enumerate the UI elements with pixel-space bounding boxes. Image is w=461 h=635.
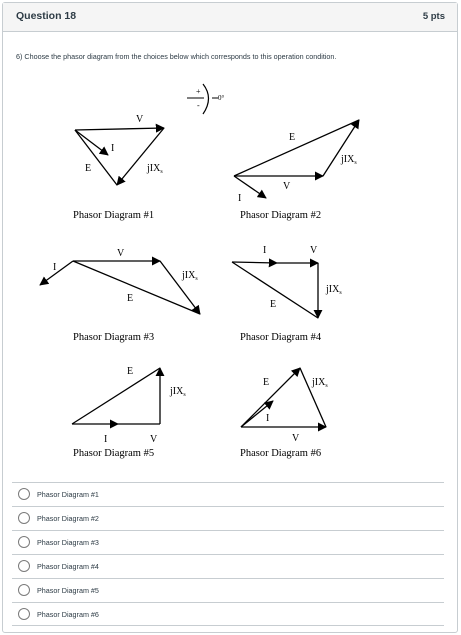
d3-label-jix: jIX$_s$: [182, 270, 198, 282]
d6-label-e: E: [263, 377, 270, 388]
d5-label-i: I: [104, 434, 108, 445]
d4-label-e: E: [270, 299, 277, 310]
radio-button[interactable]: [18, 512, 30, 524]
source-angle: 0°: [218, 94, 225, 102]
answer-label: Phasor Diagram #2: [37, 514, 99, 523]
d3-label-e: E: [127, 293, 134, 304]
phasor-diagram-5: [72, 366, 186, 459]
answer-option-1[interactable]: [12, 482, 444, 506]
d1-label-v: V: [136, 114, 144, 125]
phasor-diagram-1: [73, 114, 164, 221]
d6-label-jix: jIX$_s$: [312, 377, 328, 389]
d2-caption: Phasor Diagram #2: [240, 210, 322, 221]
answer-option-6[interactable]: [12, 602, 444, 626]
radio-button[interactable]: [18, 608, 30, 620]
source-plus: +: [196, 87, 201, 96]
d5-label-v: V: [150, 434, 158, 445]
d4-caption: Phasor Diagram #4: [240, 332, 322, 343]
d4-label-v: V: [310, 245, 318, 256]
answer-list: [12, 482, 444, 626]
d5-label-e: E: [127, 366, 134, 377]
question-title: Question 18: [16, 10, 77, 22]
d2-label-v: V: [283, 181, 291, 192]
d2-label-e: E: [289, 132, 296, 143]
question-points: 5 pts: [422, 11, 445, 22]
d1-label-e: E: [85, 163, 92, 174]
answer-label: Phasor Diagram #1: [37, 490, 99, 499]
d1-label-i: I: [111, 143, 115, 154]
d5-label-jix: jIX$_s$: [170, 386, 186, 398]
answer-option-3[interactable]: [12, 530, 444, 554]
answer-option-2[interactable]: [12, 506, 444, 530]
phasor-diagram-3: [40, 248, 200, 343]
answer-label: Phasor Diagram #4: [37, 562, 99, 571]
d1-label-jix: jIX$_s$: [147, 163, 163, 175]
question-text: 6) Choose the phasor diagram from the choices below which corresponds to this operation condition.: [16, 52, 337, 61]
d3-caption: Phasor Diagram #3: [73, 332, 155, 343]
d5-caption: Phasor Diagram #5: [73, 448, 155, 459]
d3-label-i: I: [53, 262, 57, 273]
source-minus: -: [197, 101, 200, 110]
phasor-diagram-4: [232, 245, 342, 343]
d6-caption: Phasor Diagram #6: [240, 448, 322, 459]
radio-button[interactable]: [18, 560, 30, 572]
voltage-source-symbol: [187, 84, 225, 114]
radio-button[interactable]: [18, 536, 30, 548]
d3-label-v: V: [117, 248, 125, 259]
d6-label-v: V: [292, 433, 300, 444]
d6-label-i: I: [266, 413, 270, 424]
answer-label: Phasor Diagram #6: [37, 610, 99, 619]
answer-label: Phasor Diagram #3: [37, 538, 99, 547]
d2-label-i: I: [238, 193, 242, 204]
answer-option-5[interactable]: [12, 578, 444, 602]
d4-label-jix: jIX$_s$: [326, 284, 342, 296]
answer-option-4[interactable]: [12, 554, 444, 578]
d4-label-i: I: [263, 245, 267, 256]
answer-label: Phasor Diagram #5: [37, 586, 99, 595]
d1-caption: Phasor Diagram #1: [73, 210, 155, 221]
radio-button[interactable]: [18, 584, 30, 596]
phasor-diagram-6: [240, 368, 328, 459]
d2-label-jix: jIX$_s$: [341, 154, 357, 166]
phasor-diagram-2: [234, 120, 359, 221]
radio-button[interactable]: [18, 488, 30, 500]
